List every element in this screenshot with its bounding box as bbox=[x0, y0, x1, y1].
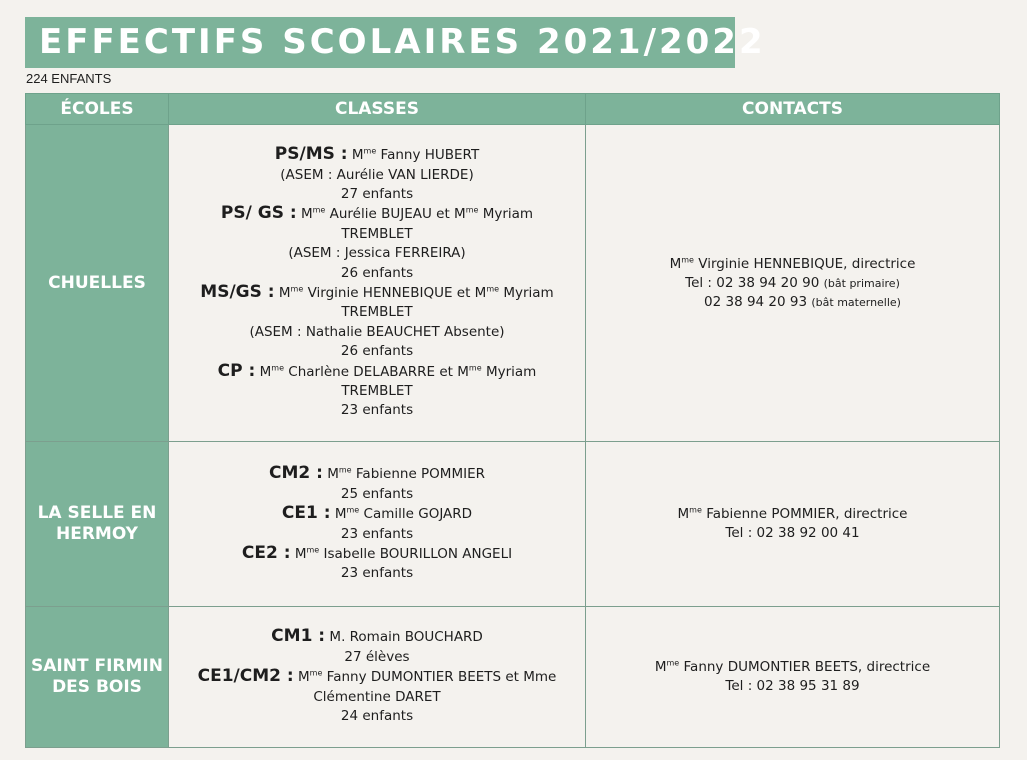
table-row bbox=[26, 607, 1000, 748]
class-label: PS/ GS : bbox=[220, 203, 297, 224]
class-entry: CE2 : $M^{me}$ Isabelle BOURILLON ANGELI 23 enfants bbox=[169, 544, 585, 584]
teacher-name: Myriam bbox=[503, 285, 554, 301]
column-header-contacts: CONTACTS bbox=[586, 94, 1000, 125]
teacher-name: Charlène DELABARRE et M bbox=[288, 363, 469, 380]
class-count: 24 enfants bbox=[340, 708, 414, 725]
class-label: CM2 : bbox=[268, 463, 323, 484]
class-label: CE1/CM2 : bbox=[197, 666, 294, 687]
class-label: CM1 : bbox=[271, 626, 326, 647]
column-header-ecoles: ÉCOLES bbox=[26, 94, 169, 125]
class-count: 26 enfants bbox=[340, 264, 414, 281]
school-name: CHUELLES bbox=[26, 125, 169, 442]
class-label: CP : bbox=[217, 360, 256, 381]
page-title: EFFECTIFS SCOLAIRES 2021/2022 bbox=[25, 17, 735, 68]
class-count: 23 enfants bbox=[340, 525, 414, 542]
teacher-name: Isabelle BOURILLON ANGELI bbox=[323, 545, 513, 562]
teacher-name: Fanny DUMONTIER BEETS et Mme bbox=[326, 669, 557, 686]
class-label: CE2 : bbox=[241, 542, 291, 563]
contact-phone: Tel : 02 38 95 31 89 bbox=[725, 678, 860, 694]
class-entry: PS/ GS : $M^{me}$ Aurélie BUJEAU et $M^{me}$ Myriam TREMBLET (ASEM : Jessica FERREIRA) 26 enfants bbox=[169, 204, 585, 283]
asem-text: (ASEM : Jessica FERREIRA) bbox=[288, 245, 466, 262]
class-entry: CP : $M^{me}$ Charlène DELABARRE et $M^{me}$ Myriam TREMBLET 23 enfants bbox=[169, 362, 585, 421]
classes-cell bbox=[169, 125, 586, 442]
class-count: 27 élèves bbox=[344, 648, 410, 665]
class-label: PS/MS : bbox=[274, 144, 348, 165]
contact-cell: $M^{me}$ Fanny DUMONTIER BEETS, directrice Tel : 02 38 95 31 89 bbox=[586, 607, 1000, 748]
asem-text: (ASEM : Nathalie BEAUCHET Absente) bbox=[249, 323, 505, 340]
class-label: CE1 : bbox=[281, 503, 331, 524]
table-header-row bbox=[26, 94, 1000, 125]
contact-name: Fanny DUMONTIER BEETS, directrice bbox=[683, 659, 931, 675]
phone-note: (bât primaire) bbox=[823, 276, 900, 290]
children-total: 224 ENFANTS bbox=[26, 71, 112, 86]
table-row bbox=[26, 125, 1000, 442]
class-count: 25 enfants bbox=[340, 485, 414, 502]
contact-name: Virginie HENNEBIQUE, directrice bbox=[698, 255, 916, 272]
teacher-name: TREMBLET bbox=[341, 383, 413, 400]
class-entry: CE1 : $M^{me}$ Camille GOJARD 23 enfants bbox=[169, 504, 585, 544]
class-entry: CE1/CM2 : $M^{me}$ Fanny DUMONTIER BEETS et Mme Clémentine DARET 24 enfants bbox=[169, 667, 585, 726]
class-count: 26 enfants bbox=[340, 343, 414, 360]
phone-note: (bât maternelle) bbox=[811, 295, 901, 309]
class-count: 23 enfants bbox=[340, 402, 414, 419]
teacher-name: Clémentine DARET bbox=[313, 688, 441, 705]
teacher-name: TREMBLET bbox=[341, 304, 413, 321]
teacher-name: M. Romain BOUCHARD bbox=[329, 629, 483, 646]
school-name: LA SELLE EN HERMOY bbox=[26, 442, 169, 607]
class-entry: MS/GS : $M^{me}$ Virginie HENNEBIQUE et $M^{me}$ Myriam TREMBLET (ASEM : Nathalie BEAUCHET Absente) 26 enfants bbox=[169, 283, 585, 362]
contact-phone: Tel : 02 38 92 00 41 bbox=[725, 525, 860, 541]
teacher-name: Fanny HUBERT bbox=[380, 147, 480, 164]
contact-name: Fabienne POMMIER, directrice bbox=[706, 506, 908, 522]
class-entry: PS/MS : $M^{me}$ Fanny HUBERT (ASEM : Aurélie VAN LIERDE) 27 enfants bbox=[169, 145, 585, 204]
teacher-name: Camille GOJARD bbox=[363, 506, 473, 523]
teacher-name: Myriam bbox=[482, 206, 534, 223]
contact-phone: 02 38 94 20 93 bbox=[704, 293, 808, 310]
class-entry bbox=[169, 627, 585, 667]
table-row bbox=[26, 442, 1000, 607]
class-count: 27 enfants bbox=[340, 185, 414, 202]
class-entry: CM2 : $M^{me}$ Fabienne POMMIER 25 enfants bbox=[169, 464, 585, 504]
teacher-name: Aurélie BUJEAU et M bbox=[329, 206, 466, 223]
class-label: MS/GS : bbox=[200, 282, 275, 302]
teacher-name: Fabienne POMMIER bbox=[355, 466, 485, 483]
teacher-name: Virginie HENNEBIQUE et M bbox=[307, 285, 487, 301]
asem-text: (ASEM : Aurélie VAN LIERDE) bbox=[280, 166, 474, 183]
school-name: SAINT FIRMIN DES BOIS bbox=[26, 607, 169, 748]
contact-cell: $M^{me}$ Fabienne POMMIER, directrice Tel : 02 38 92 00 41 bbox=[586, 442, 1000, 607]
contact-cell: $M^{me}$ Virginie HENNEBIQUE, directrice Tel : 02 38 94 20 90 (bât primaire) 02 38 94 20 93 (bât maternelle) bbox=[586, 125, 1000, 442]
schools-table bbox=[25, 93, 1000, 748]
teacher-name: TREMBLET bbox=[341, 225, 413, 242]
teacher-name: Myriam bbox=[485, 363, 537, 380]
column-header-classes: CLASSES bbox=[169, 94, 586, 125]
class-count: 23 enfants bbox=[340, 565, 414, 582]
classes-cell bbox=[169, 442, 586, 607]
contact-phone: 02 38 94 20 90 bbox=[716, 274, 820, 291]
classes-cell bbox=[169, 607, 586, 748]
